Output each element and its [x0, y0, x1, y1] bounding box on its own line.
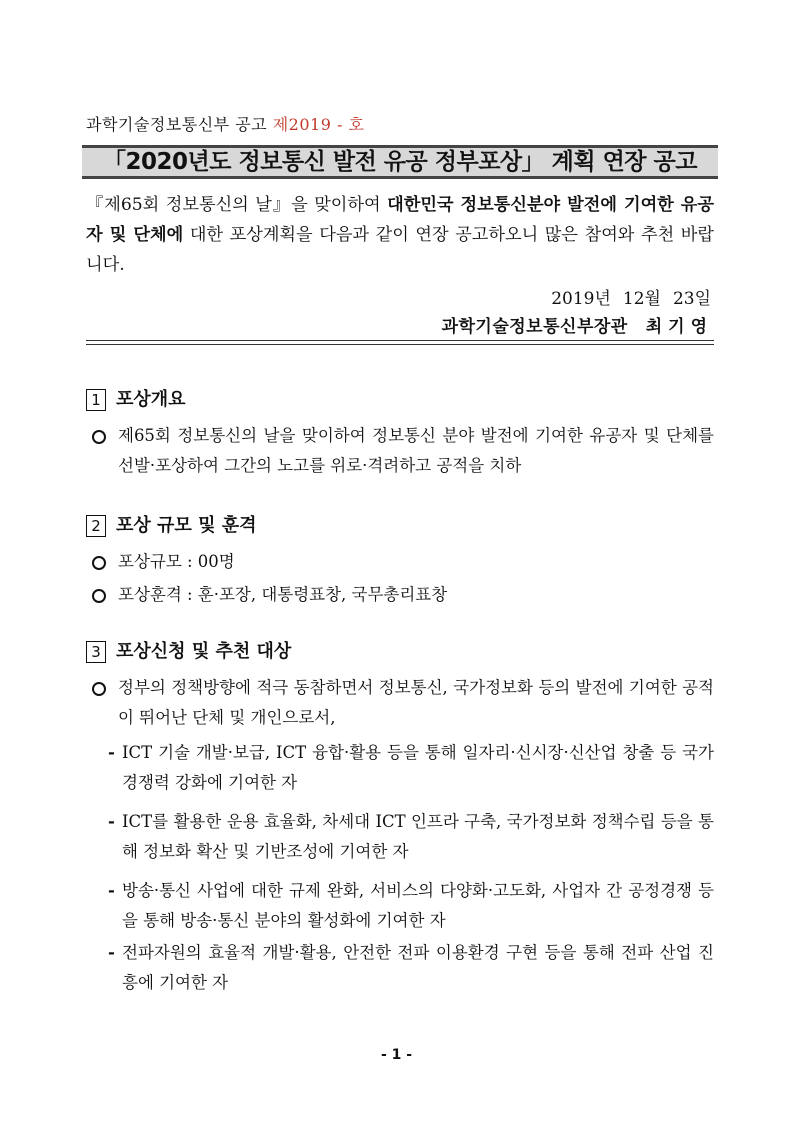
sub-list-item — [108, 938, 714, 998]
date-month: 12월 — [622, 289, 661, 309]
section-number-box: 1 — [86, 389, 106, 411]
list-item — [92, 580, 714, 610]
section-title: 포상개요 — [116, 389, 186, 410]
list-item-text: 포상규모 : 00명 — [118, 552, 235, 571]
section-number-box: 2 — [86, 515, 106, 537]
list-item-text: 제65회 정보통신의 날을 맞이하여 정보통신 분야 발전에 기여한 유공자 및 단체를 선발·포상하여 그간의 노고를 위로·격려하고 공적을 치하 — [118, 426, 714, 475]
divider-line — [86, 344, 714, 345]
circle-bullet-icon — [92, 682, 106, 696]
notice-date — [539, 284, 711, 309]
list-item-text: 포상훈격 : 훈·포장, 대통령표창, 국무총리표창 — [118, 585, 448, 604]
circle-bullet-icon — [92, 556, 106, 570]
section-2-heading — [86, 515, 257, 537]
notice-number — [86, 112, 364, 135]
section-number-box: 3 — [86, 641, 106, 663]
circle-bullet-icon — [92, 589, 106, 603]
signer — [442, 312, 713, 337]
list-item — [92, 421, 714, 481]
intro-paragraph — [86, 190, 714, 280]
notice-number-value: 제2019 - 호 — [272, 115, 365, 134]
sub-list-item-text: 방송·통신 사업에 대한 규제 완화, 서비스의 다양화·고도화, 사업자 간 공정경쟁 등을 통해 방송·통신 분야의 활성화에 기여한 자 — [122, 881, 714, 930]
intro-text-2: 대한 포상계획을 다음과 같이 연장 공고하오니 많은 참여와 추천 바랍니다. — [86, 225, 714, 275]
intro-bold-text: 대한민국 정보통신분야 발전에 기여한 유공자 및 단체에 — [86, 195, 714, 245]
list-item — [92, 547, 714, 577]
section-1-heading — [86, 389, 186, 411]
dash-marker: - — [108, 812, 115, 831]
dash-marker: - — [108, 943, 115, 962]
signer-title: 과학기술정보통신부장관 — [441, 317, 628, 337]
sub-list-item-text: 전파자원의 효율적 개발·활용, 안전한 전파 이용환경 구현 등을 통해 전파 산업 진흥에 기여한 자 — [122, 943, 714, 992]
intro-text-1: 『제65회 정보통신의 날』을 맞이하여 — [86, 195, 388, 215]
list-item-text: 정부의 정책방향에 적극 동참하면서 정보통신, 국가정보화 등의 발전에 기여한 공적이 뛰어난 단체 및 개인으로서, — [118, 678, 714, 727]
section-3-heading — [86, 641, 291, 663]
section-title: 포상 규모 및 훈격 — [116, 515, 257, 536]
sub-list-item — [108, 876, 714, 936]
dash-marker: - — [108, 881, 115, 900]
sub-list-item — [108, 807, 714, 867]
document-title: 「2020년도 정보통신 발전 유공 정부포상」 계획 연장 공고 — [82, 145, 718, 179]
list-item — [92, 673, 714, 733]
sub-list-item-text: ICT를 활용한 운용 효율화, 차세대 ICT 인프라 구축, 국가정보화 정책수립 등을 통해 정보화 확산 및 기반조성에 기여한 자 — [122, 812, 714, 861]
sub-list-item — [108, 738, 714, 798]
divider-line — [86, 340, 714, 341]
date-day: 23일 — [672, 289, 711, 309]
signer-name: 최기영 — [645, 317, 713, 337]
section-title: 포상신청 및 추천 대상 — [116, 641, 292, 662]
circle-bullet-icon — [92, 430, 106, 444]
dash-marker: - — [108, 743, 115, 762]
page-number: - 1 - — [380, 1047, 413, 1063]
date-year: 2019년 — [551, 289, 611, 309]
sub-list-item-text: ICT 기술 개발·보급, ICT 융합·활용 등을 통해 일자리·신시장·신산업 창출 등 국가경쟁력 강화에 기여한 자 — [122, 743, 714, 792]
notice-prefix: 과학기술정보통신부 공고 — [86, 115, 273, 134]
